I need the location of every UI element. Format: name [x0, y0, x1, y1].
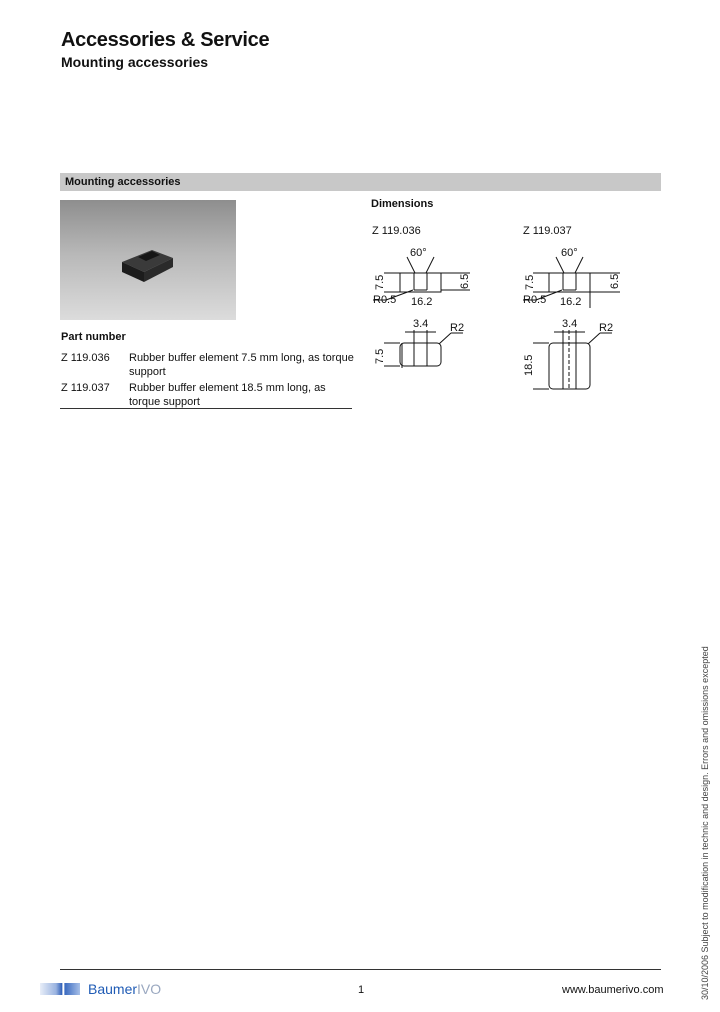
- part-description: Rubber buffer element 7.5 mm long, as torque support: [129, 352, 354, 378]
- brand-logo: [88, 981, 161, 997]
- part-number: Z 119.037: [61, 382, 110, 394]
- drawing-label: Z 119.037: [523, 225, 572, 237]
- height-dim: 7.5: [524, 274, 536, 290]
- radius-small-dim: R0.5: [523, 294, 547, 306]
- angle-dim: 60°: [561, 247, 578, 259]
- angle-dim: 60°: [410, 247, 427, 259]
- page-subtitle: Mounting accessories: [61, 54, 209, 70]
- length-dim: 7.5: [374, 348, 386, 364]
- height-dim: 7.5: [374, 274, 386, 290]
- width-dim: 16.2: [411, 296, 433, 308]
- part-number-heading: Part number: [61, 331, 126, 343]
- width-dim: 16.2: [560, 296, 582, 308]
- brand-name: Baumer: [88, 981, 138, 997]
- footer-divider: [60, 969, 661, 970]
- slot-dim: 3.4: [413, 318, 429, 330]
- part-description: Rubber buffer element 18.5 mm long, as torque support: [129, 382, 326, 408]
- slot-dim: 3.4: [562, 318, 578, 330]
- radius-dim: R2: [450, 322, 465, 334]
- drawing-label: Z 119.036: [372, 225, 421, 237]
- dimensions-heading: Dimensions: [371, 198, 434, 210]
- website-link[interactable]: www.baumerivo.com: [562, 984, 664, 996]
- length-dim: 18.5: [523, 354, 535, 376]
- radius-small-dim: R0.5: [373, 294, 397, 306]
- depth-dim: 6.5: [609, 273, 621, 289]
- page-number: 1: [358, 984, 365, 996]
- depth-dim: 6.5: [459, 273, 471, 289]
- drawing-z119037: [523, 225, 621, 389]
- page-title: Accessories & Service: [61, 29, 270, 51]
- dimension-drawings: [0, 0, 720, 420]
- side-note: 30/10/2006 Subject to modification in technic and design. Errors and omissions excepted: [700, 646, 710, 1000]
- brand-suffix: IVO: [137, 981, 162, 997]
- logo-bars-icon: [40, 983, 80, 995]
- drawing-z119036: [372, 225, 471, 368]
- section-title: Mounting accessories: [65, 176, 181, 188]
- part-number: Z 119.036: [61, 352, 110, 364]
- radius-dim: R2: [599, 322, 614, 334]
